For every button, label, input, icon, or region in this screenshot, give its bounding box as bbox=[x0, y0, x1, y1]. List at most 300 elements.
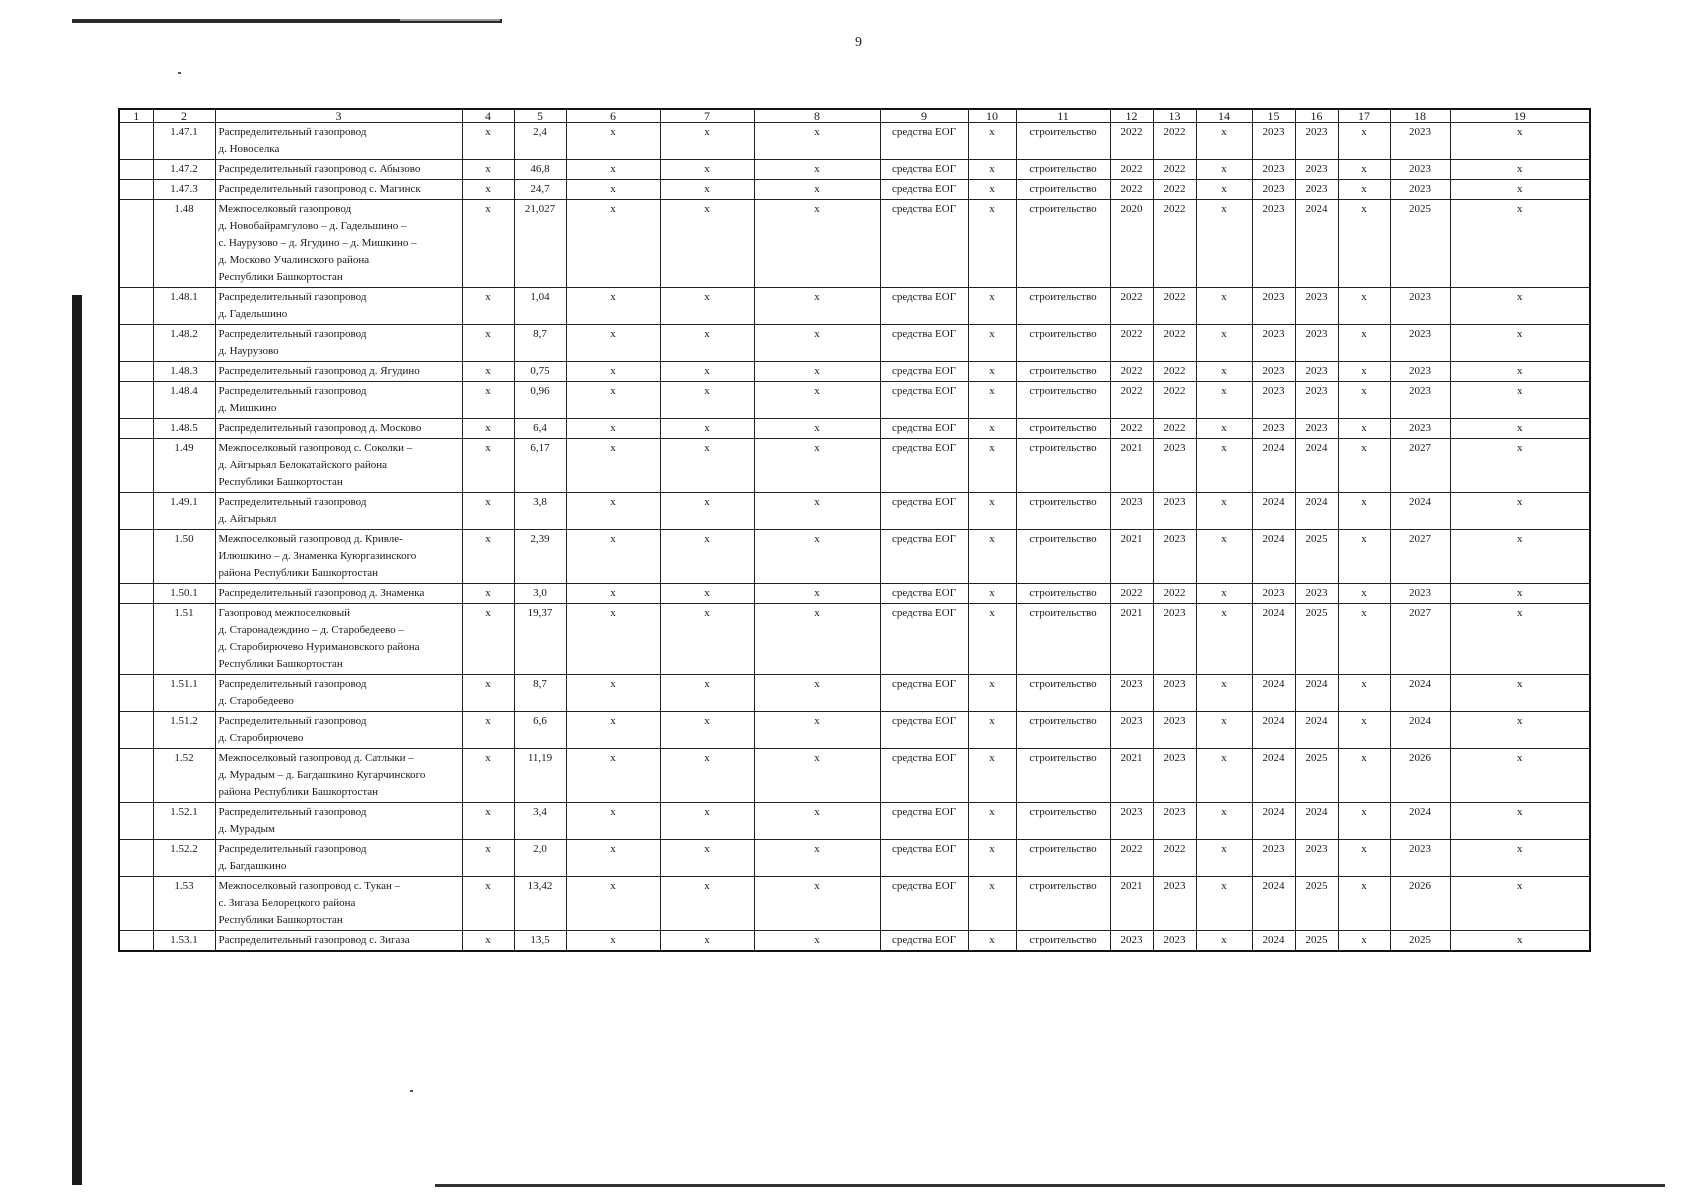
table-row bbox=[119, 803, 1590, 840]
table-cell: х bbox=[754, 840, 880, 877]
table-cell: х bbox=[1450, 712, 1590, 749]
table-cell: строительство bbox=[1016, 180, 1110, 200]
object-name-cell: Распределительный газопровод д. Москово bbox=[215, 419, 462, 439]
table-cell: х bbox=[1450, 362, 1590, 382]
table-cell: строительство bbox=[1016, 160, 1110, 180]
table-cell: х bbox=[462, 160, 514, 180]
table-cell-empty bbox=[119, 604, 153, 675]
table-cell: х bbox=[566, 803, 660, 840]
table-cell: строительство bbox=[1016, 419, 1110, 439]
table-cell: х bbox=[660, 160, 754, 180]
table-body bbox=[119, 123, 1590, 952]
table-cell: 2025 bbox=[1390, 931, 1450, 952]
table-cell: х bbox=[1450, 840, 1590, 877]
table-cell: х bbox=[566, 160, 660, 180]
table-cell-empty bbox=[119, 493, 153, 530]
table-cell: 2023 bbox=[1390, 362, 1450, 382]
data-table bbox=[118, 108, 1591, 952]
table-cell: 2021 bbox=[1110, 530, 1153, 584]
table-cell: х bbox=[754, 931, 880, 952]
table-cell: х bbox=[968, 712, 1016, 749]
table-cell: х bbox=[462, 712, 514, 749]
table-cell: 2023 bbox=[1153, 493, 1196, 530]
table-cell: строительство bbox=[1016, 931, 1110, 952]
table-row bbox=[119, 362, 1590, 382]
table-cell: 2023 bbox=[1295, 325, 1338, 362]
row-number-cell: 1.48.4 bbox=[153, 382, 215, 419]
table-cell: х bbox=[1338, 362, 1390, 382]
table-cell: х bbox=[1338, 840, 1390, 877]
object-name-cell: Распределительный газопровод д. Старобирючево bbox=[215, 712, 462, 749]
table-row bbox=[119, 180, 1590, 200]
table-cell: х bbox=[660, 877, 754, 931]
table-cell: х bbox=[754, 362, 880, 382]
table-cell: х bbox=[1450, 584, 1590, 604]
table-cell: х bbox=[754, 325, 880, 362]
table-cell-empty bbox=[119, 530, 153, 584]
table-cell: 2023 bbox=[1252, 419, 1295, 439]
table-cell: строительство bbox=[1016, 200, 1110, 288]
column-header: 19 bbox=[1450, 109, 1590, 123]
table-cell: х bbox=[660, 493, 754, 530]
table-cell: х bbox=[1338, 931, 1390, 952]
table-cell: 3,8 bbox=[514, 493, 566, 530]
table-cell: х bbox=[1450, 200, 1590, 288]
row-number-cell: 1.48.3 bbox=[153, 362, 215, 382]
row-number-cell: 1.47.1 bbox=[153, 123, 215, 160]
table-cell: х bbox=[1450, 382, 1590, 419]
column-header: 5 bbox=[514, 109, 566, 123]
table-cell: средства ЕОГ bbox=[880, 419, 968, 439]
table-cell: х bbox=[462, 877, 514, 931]
object-name-cell: Распределительный газопровод д. Ягудино bbox=[215, 362, 462, 382]
table-cell: х bbox=[968, 439, 1016, 493]
row-number-cell: 1.49.1 bbox=[153, 493, 215, 530]
column-header: 4 bbox=[462, 109, 514, 123]
table-cell: 2024 bbox=[1252, 803, 1295, 840]
table-cell: 2023 bbox=[1110, 803, 1153, 840]
table-cell: 2022 bbox=[1110, 288, 1153, 325]
table-cell: 2023 bbox=[1390, 419, 1450, 439]
object-name-cell: Межпоселковый газопровод с. Соколки – д. Айгырьял Белокатайского района Республики Башкортостан bbox=[215, 439, 462, 493]
table-cell: 2025 bbox=[1295, 877, 1338, 931]
column-header: 6 bbox=[566, 109, 660, 123]
table-row bbox=[119, 419, 1590, 439]
table-cell: х bbox=[968, 931, 1016, 952]
table-cell: 2022 bbox=[1110, 840, 1153, 877]
table-cell: средства ЕОГ bbox=[880, 123, 968, 160]
row-number-cell: 1.51 bbox=[153, 604, 215, 675]
table-cell: средства ЕОГ bbox=[880, 325, 968, 362]
table-cell: 2024 bbox=[1252, 493, 1295, 530]
table-cell: х bbox=[660, 840, 754, 877]
table-cell: х bbox=[1196, 530, 1252, 584]
table-cell: х bbox=[462, 362, 514, 382]
table-cell: 2022 bbox=[1110, 325, 1153, 362]
table-cell: х bbox=[1450, 439, 1590, 493]
table-cell: 2023 bbox=[1390, 180, 1450, 200]
table-cell: 2024 bbox=[1390, 493, 1450, 530]
table-cell: строительство bbox=[1016, 675, 1110, 712]
table-cell: х bbox=[462, 931, 514, 952]
table-cell: х bbox=[1450, 931, 1590, 952]
object-name-cell: Распределительный газопровод д. Мурадым bbox=[215, 803, 462, 840]
column-header: 3 bbox=[215, 109, 462, 123]
table-cell: х bbox=[566, 123, 660, 160]
table-cell: х bbox=[1338, 604, 1390, 675]
table-cell: 0,75 bbox=[514, 362, 566, 382]
table-cell: строительство bbox=[1016, 604, 1110, 675]
table-row bbox=[119, 675, 1590, 712]
table-cell: строительство bbox=[1016, 584, 1110, 604]
table-cell: х bbox=[566, 325, 660, 362]
table-cell: х bbox=[660, 200, 754, 288]
table-cell: 2023 bbox=[1295, 584, 1338, 604]
table-row bbox=[119, 123, 1590, 160]
column-header: 16 bbox=[1295, 109, 1338, 123]
table-cell: х bbox=[660, 803, 754, 840]
table-cell: 19,37 bbox=[514, 604, 566, 675]
table-cell: х bbox=[1196, 180, 1252, 200]
table-row bbox=[119, 749, 1590, 803]
object-name-cell: Распределительный газопровод д. Мишкино bbox=[215, 382, 462, 419]
table-cell: 2023 bbox=[1295, 123, 1338, 160]
object-name-cell: Газопровод межпоселковый д. Старонадеждино – д. Старобедеево – д. Старобирючево Нуримановского района Республики Башкортостан bbox=[215, 604, 462, 675]
table-cell-empty bbox=[119, 123, 153, 160]
table-cell: х bbox=[1450, 803, 1590, 840]
table-cell: средства ЕОГ bbox=[880, 288, 968, 325]
scan-edge-left bbox=[72, 295, 82, 1185]
table-cell: 2021 bbox=[1110, 749, 1153, 803]
table-cell: х bbox=[1338, 382, 1390, 419]
table-cell: строительство bbox=[1016, 439, 1110, 493]
table-cell: 21,027 bbox=[514, 200, 566, 288]
table-cell: х bbox=[1196, 877, 1252, 931]
table-cell-empty bbox=[119, 803, 153, 840]
table-cell: х bbox=[1338, 325, 1390, 362]
table-cell: х bbox=[968, 803, 1016, 840]
header-row bbox=[119, 109, 1590, 123]
table-cell: х bbox=[1450, 604, 1590, 675]
object-name-cell: Распределительный газопровод с. Абызово bbox=[215, 160, 462, 180]
table-cell: х bbox=[754, 382, 880, 419]
table-cell: х bbox=[660, 180, 754, 200]
table-cell: х bbox=[968, 493, 1016, 530]
table-cell: 2024 bbox=[1295, 712, 1338, 749]
row-number-cell: 1.50.1 bbox=[153, 584, 215, 604]
table-cell: х bbox=[1338, 288, 1390, 325]
table-cell: 2024 bbox=[1295, 675, 1338, 712]
row-number-cell: 1.52 bbox=[153, 749, 215, 803]
table-cell: х bbox=[660, 123, 754, 160]
table-cell: х bbox=[1196, 419, 1252, 439]
table-cell: 2023 bbox=[1252, 123, 1295, 160]
table-cell: х bbox=[968, 362, 1016, 382]
table-cell-empty bbox=[119, 288, 153, 325]
table-cell-empty bbox=[119, 362, 153, 382]
table-cell: 2024 bbox=[1295, 200, 1338, 288]
table-cell-empty bbox=[119, 382, 153, 419]
table-cell: 2024 bbox=[1295, 803, 1338, 840]
table-cell: 2023 bbox=[1295, 160, 1338, 180]
object-name-cell: Распределительный газопровод д. Багдашкино bbox=[215, 840, 462, 877]
table-row bbox=[119, 604, 1590, 675]
table-cell: 6,6 bbox=[514, 712, 566, 749]
table-cell: 2023 bbox=[1252, 180, 1295, 200]
object-name-cell: Распределительный газопровод д. Новоселка bbox=[215, 123, 462, 160]
table-cell: 2023 bbox=[1295, 840, 1338, 877]
object-name-cell: Распределительный газопровод д. Знаменка bbox=[215, 584, 462, 604]
table-cell: строительство bbox=[1016, 803, 1110, 840]
table-cell: х bbox=[1196, 931, 1252, 952]
table-cell: 2023 bbox=[1153, 675, 1196, 712]
column-header: 17 bbox=[1338, 109, 1390, 123]
table-cell: 2023 bbox=[1252, 200, 1295, 288]
table-cell: строительство bbox=[1016, 877, 1110, 931]
table-cell: х bbox=[462, 584, 514, 604]
table-cell: 2022 bbox=[1110, 180, 1153, 200]
table-cell: 2023 bbox=[1153, 877, 1196, 931]
table-cell-empty bbox=[119, 749, 153, 803]
table-cell: 8,7 bbox=[514, 325, 566, 362]
table-cell: строительство bbox=[1016, 493, 1110, 530]
table-cell: х bbox=[1450, 530, 1590, 584]
table-cell: х bbox=[462, 200, 514, 288]
table-cell: 2,4 bbox=[514, 123, 566, 160]
table-cell: х bbox=[1338, 200, 1390, 288]
table-cell: х bbox=[660, 325, 754, 362]
table-cell: х bbox=[968, 749, 1016, 803]
table-cell: х bbox=[754, 749, 880, 803]
table-cell-empty bbox=[119, 931, 153, 952]
table-row bbox=[119, 530, 1590, 584]
table-cell: х bbox=[462, 180, 514, 200]
table-cell: 2023 bbox=[1295, 288, 1338, 325]
table-cell: 2024 bbox=[1252, 530, 1295, 584]
table-cell: х bbox=[1196, 288, 1252, 325]
table-row bbox=[119, 288, 1590, 325]
table-cell: средства ЕОГ bbox=[880, 362, 968, 382]
table-cell: х bbox=[1196, 123, 1252, 160]
table-cell: х bbox=[1450, 123, 1590, 160]
table-cell: 2025 bbox=[1295, 530, 1338, 584]
table-cell: х bbox=[1338, 439, 1390, 493]
table-cell: х bbox=[566, 584, 660, 604]
page-number: 9 bbox=[855, 35, 862, 50]
row-number-cell: 1.50 bbox=[153, 530, 215, 584]
table-row bbox=[119, 160, 1590, 180]
table-cell: 6,4 bbox=[514, 419, 566, 439]
table-cell: 2023 bbox=[1390, 123, 1450, 160]
table-cell: средства ЕОГ bbox=[880, 180, 968, 200]
table-cell: х bbox=[968, 530, 1016, 584]
table-cell: х bbox=[754, 493, 880, 530]
table-cell: средства ЕОГ bbox=[880, 200, 968, 288]
table-cell: 2023 bbox=[1153, 530, 1196, 584]
table-cell: х bbox=[660, 584, 754, 604]
table-cell: строительство bbox=[1016, 840, 1110, 877]
table-cell: х bbox=[968, 382, 1016, 419]
table-row bbox=[119, 584, 1590, 604]
table-cell: 2023 bbox=[1110, 493, 1153, 530]
table-cell: х bbox=[462, 382, 514, 419]
table-cell: 2,39 bbox=[514, 530, 566, 584]
table-cell: 2023 bbox=[1295, 419, 1338, 439]
table-cell: х bbox=[566, 675, 660, 712]
table-cell: х bbox=[754, 877, 880, 931]
column-header: 8 bbox=[754, 109, 880, 123]
table-cell: 2022 bbox=[1153, 325, 1196, 362]
table-cell: х bbox=[968, 160, 1016, 180]
table-cell: х bbox=[1450, 325, 1590, 362]
table-cell: х bbox=[660, 604, 754, 675]
table-cell: х bbox=[566, 840, 660, 877]
table-cell: х bbox=[566, 362, 660, 382]
table-cell: х bbox=[1338, 712, 1390, 749]
table-cell: 2023 bbox=[1295, 382, 1338, 419]
table-cell: х bbox=[754, 200, 880, 288]
object-name-cell: Межпоселковый газопровод д. Сатлыки – д. Мурадым – д. Багдашкино Кугарчинского района Республики Башкортостан bbox=[215, 749, 462, 803]
table-cell: 2025 bbox=[1390, 200, 1450, 288]
table-cell: 2021 bbox=[1110, 877, 1153, 931]
row-number-cell: 1.53.1 bbox=[153, 931, 215, 952]
table-cell: х bbox=[754, 675, 880, 712]
table-cell: х bbox=[1450, 493, 1590, 530]
scan-edge-bottom bbox=[435, 1184, 1665, 1187]
table-cell: х bbox=[566, 530, 660, 584]
table-cell: х bbox=[1196, 160, 1252, 180]
table-cell: х bbox=[566, 712, 660, 749]
table-cell: строительство bbox=[1016, 749, 1110, 803]
table-cell: х bbox=[1196, 325, 1252, 362]
table-cell-empty bbox=[119, 439, 153, 493]
table-cell: х bbox=[1338, 160, 1390, 180]
table-cell: 2021 bbox=[1110, 439, 1153, 493]
row-number-cell: 1.52.2 bbox=[153, 840, 215, 877]
table-cell: х bbox=[566, 382, 660, 419]
table-cell: 2024 bbox=[1252, 931, 1295, 952]
table-cell: х bbox=[968, 584, 1016, 604]
table-cell: х bbox=[1196, 712, 1252, 749]
table-cell: х bbox=[660, 530, 754, 584]
table-cell: х bbox=[462, 439, 514, 493]
table-cell: 2022 bbox=[1153, 123, 1196, 160]
row-number-cell: 1.51.2 bbox=[153, 712, 215, 749]
table-cell: 2023 bbox=[1153, 439, 1196, 493]
table-cell: средства ЕОГ bbox=[880, 584, 968, 604]
table-cell: 2027 bbox=[1390, 604, 1450, 675]
table-cell: х bbox=[968, 325, 1016, 362]
table-cell: 2022 bbox=[1153, 382, 1196, 419]
table-row bbox=[119, 200, 1590, 288]
object-name-cell: Межпоселковый газопровод с. Тукан – с. Зигаза Белорецкого района Республики Башкортостан bbox=[215, 877, 462, 931]
object-name-cell: Межпоселковый газопровод д. Кривле- Илюшкино – д. Знаменка Куюргазинского района Республики Башкортостан bbox=[215, 530, 462, 584]
table-cell: 3,0 bbox=[514, 584, 566, 604]
column-header: 11 bbox=[1016, 109, 1110, 123]
table-cell: х bbox=[660, 712, 754, 749]
table-cell: х bbox=[566, 493, 660, 530]
table-cell: х bbox=[754, 712, 880, 749]
table-cell: х bbox=[1196, 362, 1252, 382]
table-cell: х bbox=[1338, 419, 1390, 439]
object-name-cell: Распределительный газопровод д. Старобедеево bbox=[215, 675, 462, 712]
table-row bbox=[119, 931, 1590, 952]
table-row bbox=[119, 840, 1590, 877]
table-cell: средства ЕОГ bbox=[880, 877, 968, 931]
table-cell: х bbox=[1338, 877, 1390, 931]
table-cell: х bbox=[1196, 604, 1252, 675]
table-cell: х bbox=[1450, 877, 1590, 931]
table-cell: 2024 bbox=[1252, 604, 1295, 675]
table-cell: х bbox=[462, 604, 514, 675]
row-number-cell: 1.53 bbox=[153, 877, 215, 931]
table-cell: х bbox=[660, 675, 754, 712]
table-cell-empty bbox=[119, 325, 153, 362]
column-header: 13 bbox=[1153, 109, 1196, 123]
table-cell: х bbox=[566, 877, 660, 931]
table-cell: х bbox=[462, 530, 514, 584]
table-cell: средства ЕОГ bbox=[880, 160, 968, 180]
table-cell: х bbox=[462, 325, 514, 362]
table-cell: х bbox=[1450, 160, 1590, 180]
table-cell: х bbox=[968, 675, 1016, 712]
table-row bbox=[119, 382, 1590, 419]
table-cell: 2022 bbox=[1110, 362, 1153, 382]
table-cell: х bbox=[1196, 803, 1252, 840]
table-cell: 2022 bbox=[1110, 584, 1153, 604]
table-cell: 2022 bbox=[1110, 382, 1153, 419]
table-cell: средства ЕОГ bbox=[880, 931, 968, 952]
table-cell: х bbox=[462, 493, 514, 530]
table-cell: 2023 bbox=[1252, 362, 1295, 382]
table-cell: х bbox=[1196, 749, 1252, 803]
table-cell: строительство bbox=[1016, 382, 1110, 419]
table-cell: 2023 bbox=[1153, 604, 1196, 675]
object-name-cell: Распределительный газопровод д. Наурузово bbox=[215, 325, 462, 362]
table-cell: 2025 bbox=[1295, 604, 1338, 675]
table-cell: 2024 bbox=[1252, 675, 1295, 712]
table-cell: х bbox=[462, 840, 514, 877]
table-cell: х bbox=[1196, 382, 1252, 419]
table-cell: х bbox=[566, 288, 660, 325]
column-header: 15 bbox=[1252, 109, 1295, 123]
table-cell-empty bbox=[119, 419, 153, 439]
table-cell: х bbox=[1196, 840, 1252, 877]
table-cell: х bbox=[1338, 180, 1390, 200]
table-cell: 2024 bbox=[1252, 712, 1295, 749]
table-cell: х bbox=[1196, 493, 1252, 530]
column-header: 18 bbox=[1390, 109, 1450, 123]
table-cell-empty bbox=[119, 200, 153, 288]
table-cell: х bbox=[1450, 675, 1590, 712]
table-cell: х bbox=[462, 749, 514, 803]
table-cell: х bbox=[754, 419, 880, 439]
table-cell: 2023 bbox=[1252, 288, 1295, 325]
table-cell: средства ЕОГ bbox=[880, 604, 968, 675]
table-cell: 2024 bbox=[1252, 749, 1295, 803]
table-cell: 2023 bbox=[1390, 325, 1450, 362]
column-header: 14 bbox=[1196, 109, 1252, 123]
table-cell: х bbox=[566, 180, 660, 200]
table-cell: х bbox=[566, 419, 660, 439]
scan-speck bbox=[410, 1090, 413, 1092]
column-header: 7 bbox=[660, 109, 754, 123]
table-cell: х bbox=[754, 180, 880, 200]
table-cell: 2022 bbox=[1153, 584, 1196, 604]
table-cell: 2023 bbox=[1153, 712, 1196, 749]
table-cell: х bbox=[660, 931, 754, 952]
row-number-cell: 1.48 bbox=[153, 200, 215, 288]
